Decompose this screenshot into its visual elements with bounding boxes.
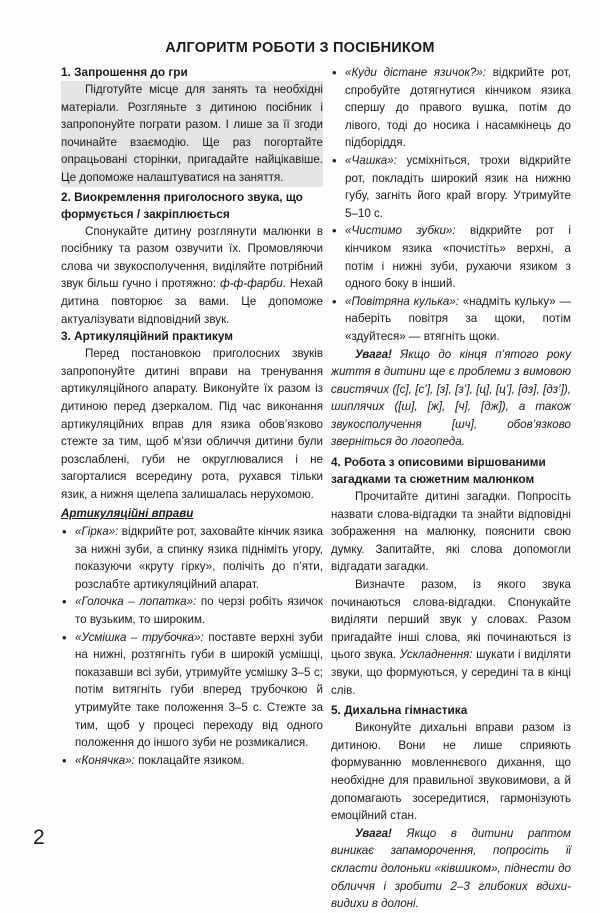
section-1-heading: 1. Запрошення до гри [61,65,188,79]
exercise-item: • «Чистимо зубки»: відкрийте рот і кінчиком язика «почистіть» верхні, а потім і нижні зуби, рухаючи язиком з одного боку в інший. [331,222,571,292]
section-3-text: Перед постановкою приголосних звуків запропонуйте дитині вправи на тренування артикуляційного апарату. Виконуйте їх разом із дитиною перед дзеркалом. Під час виконання артикуляційних вправ для язика обов’язково стежте за тим, щоб м’язи обличчя дитини були розслаблені, губи не округлювалися і не загорталися всередину рота, рухався тільки язик, а нижня щелепа залишалась нерухомою. [61,347,323,501]
exercise-item: • «Куди дістане язичок?»: відкрийте рот, спробуйте дотягнутися кінчиком язика спершу до правого вушка, потім до лівого, тоді до носика і насамкінець до підборіддя. [331,64,571,152]
section-4-heading: 4. Робота з описовими віршованими загадками та сюжетним малюнком [331,455,546,487]
exercises-title: Артикуляційні вправи [61,507,194,521]
exercise-item: • «Чашка»: усміхніться, трохи відкрийте рот, покладіть широкий язик на нижню губу, загніть його край вгору. Утримуйте 5–10 с. [331,152,571,222]
exercise-item: • «Голочка – лопатка»: по черзі робіть язичок то вузьким, то широким. [61,593,323,628]
section-2-heading: 2. Виокремлення приголосного звука, що формується / закріплюється [61,189,303,221]
page-number: 2 [33,826,45,849]
warning-dizziness: Увага! Якщо в дитини раптом виникає запаморочення, попросіть її скласти долоньки «ківшиком», піднести до обличчя і зробити 2–3 глибоких вдихи-видихи в долоні. [331,826,571,911]
section-5-heading: 5. Дихальна гімнастика [331,703,468,718]
exercise-list-right [331,64,571,346]
exercise-item: • «Усмішка – трубочка»: поставте верхні зуби на нижні, розтягніть губи в широкій усмішці, показавши всі зуби, утримуйте усмішку 3–5 с; потім витягніть губи вперед трубочкою й утримуйте таке положення 3–5 с. Стежте за тим, щоб у процесі переходу від одного положення до іншого зуби не розмикалися. [61,629,323,752]
exercise-item: • «Конячка»: поклацайте язиком. [61,752,323,770]
exercise-item: • «Повітряна кулька»: «надміть кульку» — наберіть повітря за щоки, потім «здуйтеся» — втягніть щоки. [331,293,571,346]
exercise-item: • «Гірка»: відкрийте рот, заховайте кінчик язика за нижні зуби, а спинку язика підніміть угору, показуючи «круту гірку», полічіть до п’яти, розслабте артикуляційний апарат. [61,523,323,593]
left-column [61,64,323,769]
page-title: АЛГОРИТМ РОБОТИ З ПОСІБНИКОМ [165,40,435,56]
section-3-heading: 3. Артикуляційний практикум [61,329,233,344]
section-4-text-2: Визначте разом, із якого звука починаються слова-відгадки. Спонукайте виділяти перший звук у словах. Разом пригадайте інші слова, які починаються із цього звука. Ускладнення: шукати і виділяти звуки, що формуються, у середині та в кінці слів. [331,578,571,697]
exercise-list-left [61,523,323,769]
sound-example: ф-ф-фарби [220,277,283,291]
right-column [331,64,571,913]
section-5-text: Виконуйте дихальні вправи разом із дитиною. Вони не лише сприяють формуванню мовленнєвого дихання, що необхідне для правильної звуковимови, а й допомагають зосередитися, гармонізують емоційний стан. [331,721,571,823]
section-4-text-1: Прочитайте дитині загадки. Попросіть назвати слова-відгадки та знайти відповідні зображення на малюнку, пояснити свою думку. Запитайте, які слова допомогли відгадати загадки. [331,490,571,574]
section-2-text: Спонукайте дитину розглянути малюнки в посібнику та разом озвучити їх. Промовляючи слова чи звукосполучення, виділяйте потрібний звук більш гучно і протяжно: ф-ф-фарби. Нехай дитина повторює за вами. Це допоможе актуалізувати відповідний звук. [61,224,324,326]
warning-speech-therapist: Увага! Якщо до кінця п’ятого року життя в дитини ще є проблеми з вимовою свистячих ([с], [с’], [з], [з’], [ц], [ц’], [дз], [дз’]), шиплячих ([ш], [ж], [ч], [дж]), а також звукосполучення [шч], обов’язково зверніться до логопеда. [331,347,571,449]
section-1-text: Підготуйте місце для занять та необхідні матеріали. Розгляньте з дитиною посібник і запропонуйте пограти разом. І лише за її згоди починайте взаємодію. Ще раз погортайте опрацьовані сторінки, пригадайте найцікавіше. Це допоможе налаштуватися на заняття. [61,81,323,187]
